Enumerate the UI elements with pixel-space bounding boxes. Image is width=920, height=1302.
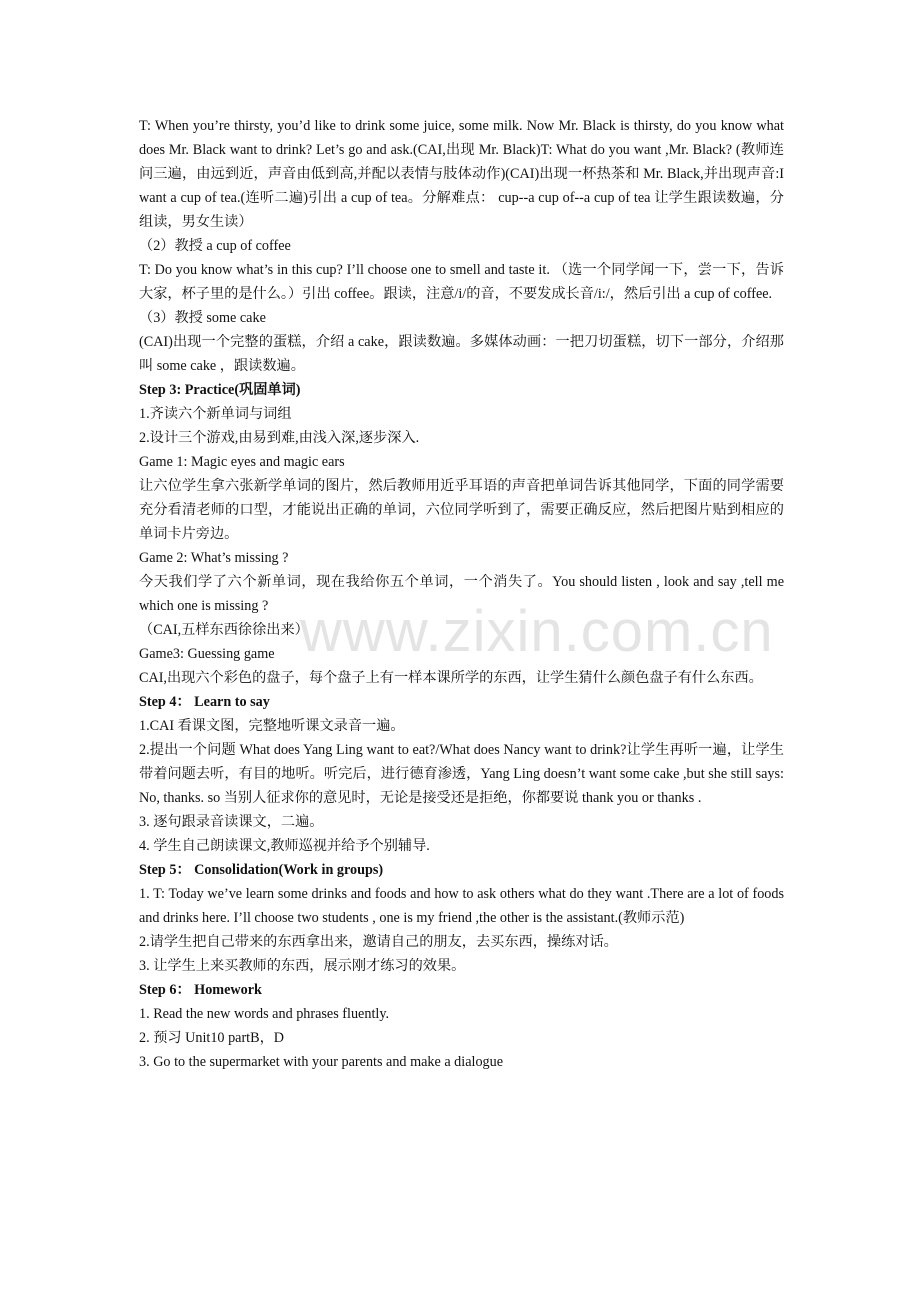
paragraph: 1. T: Today we’ve learn some drinks and foods and how to ask others what do they want .There are a lot of foods and drinks here. I’ll choose two students , one is my friend ,the other is the assistant.(教师示范) — [139, 886, 784, 926]
paragraph: 2.设计三个游戏,由易到难,由浅入深,逐步深入. — [139, 430, 420, 446]
paragraph: T: When you’re thirsty, you’d like to drink some juice, some milk. Now Mr. Black is thirsty, do you know what does Mr. Black want to drink? Let’s go and ask.(CAI,出现 Mr. Black)T: What do you want ,Mr. Black? (教师连问三遍，由远到近，声音由低到高,并配以表情与肢体动作)(CAI)出现一杯热茶和 Mr. Black,并出现声音:I want a cup of tea.(连听二遍)引出 a cup of tea。分解难点： cup--a cup of--a cup of tea 让学生跟读数遍，分组读，男女生读） — [139, 118, 784, 230]
document-body — [139, 114, 784, 1074]
paragraph: 今天我们学了六个新单词，现在我给你五个单词，一个消失了。You should listen , look and say ,tell me which one is missing ? — [139, 574, 784, 614]
section-heading-step4: Step 4： Learn to say — [139, 694, 270, 710]
paragraph: Game3: Guessing game — [139, 646, 275, 662]
paragraph: 1.齐读六个新单词与词组 — [139, 406, 292, 422]
paragraph: 让六位学生拿六张新学单词的图片，然后教师用近乎耳语的声音把单词告诉其他同学，下面的同学需要充分看清老师的口型，才能说出正确的单词，六位同学听到了，需要正确反应，然后把图片贴到相应的单词卡片旁边。 — [139, 478, 784, 542]
paragraph: （2）教授 a cup of coffee — [139, 238, 291, 254]
paragraph: 3. 逐句跟录音读课文，二遍。 — [139, 814, 324, 830]
paragraph: 2. 预习 Unit10 partB，D — [139, 1030, 285, 1046]
paragraph: Game 2: What’s missing ? — [139, 550, 289, 566]
paragraph: CAI,出现六个彩色的盘子，每个盘子上有一样本课所学的东西，让学生猜什么颜色盘子有什么东西。 — [139, 670, 763, 686]
paragraph: 4. 学生自己朗读课文,教师巡视并给予个别辅导. — [139, 838, 430, 854]
paragraph: 1.CAI 看课文图，完整地听课文录音一遍。 — [139, 718, 405, 734]
paragraph: T: Do you know what’s in this cup? I’ll choose one to smell and taste it. （选一个同学闻一下，尝一下，告诉大家，杯子里的是什么。）引出 coffee。跟读，注意/i/的音，不要发成长音/i:/，然后引出 a cup of coffee. — [139, 262, 784, 302]
paragraph: 2.请学生把自己带来的东西拿出来，邀请自己的朋友，去买东西，操练对话。 — [139, 934, 618, 950]
paragraph: 3. 让学生上来买教师的东西，展示刚才练习的效果。 — [139, 958, 466, 974]
paragraph: （3）教授 some cake — [139, 310, 266, 326]
section-heading-step6: Step 6： Homework — [139, 982, 262, 998]
paragraph: （CAI,五样东西徐徐出来） — [139, 622, 309, 638]
paragraph: 2.提出一个问题 What does Yang Ling want to eat?/What does Nancy want to drink?让学生再听一遍，让学生带着问题去听，有目的地听。听完后，进行德育渗透，Yang Ling doesn’t want some cake ,but she still says: No, thanks. so 当别人征求你的意见时，无论是接受还是拒绝，你都要说 thank you or thanks . — [139, 742, 784, 806]
paragraph: (CAI)出现一个完整的蛋糕，介绍 a cake，跟读数遍。多媒体动画：一把刀切蛋糕，切下一部分，介绍那叫 some cake ，跟读数遍。 — [139, 334, 784, 374]
paragraph: 1. Read the new words and phrases fluently. — [139, 1006, 390, 1022]
paragraph: 3. Go to the supermarket with your parents and make a dialogue — [139, 1054, 504, 1070]
section-heading-step5: Step 5： Consolidation(Work in groups) — [139, 862, 384, 878]
section-heading-step3: Step 3: Practice(巩固单词) — [139, 382, 301, 398]
watermark: www.zixin.com.cn — [300, 599, 774, 664]
paragraph: Game 1: Magic eyes and magic ears — [139, 454, 345, 470]
